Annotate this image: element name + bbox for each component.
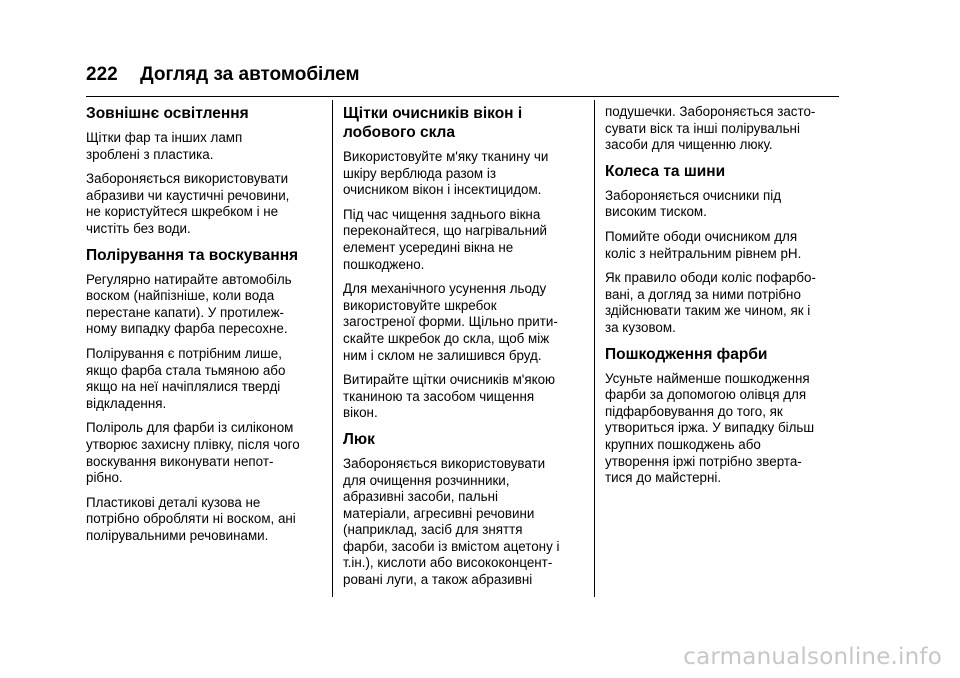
text-line: підфарбовування до того, як	[605, 403, 783, 419]
text-line: елемент усередині вікна не	[343, 239, 514, 255]
header-rule	[86, 96, 839, 97]
text-line: Забороняється очисники під	[605, 187, 782, 203]
section-heading	[86, 246, 326, 265]
text-line: скайте шкребок до скла, щоб між	[343, 330, 550, 346]
text-line: коліс з нейтральним рівнем pH.	[605, 245, 802, 261]
text-column-3	[605, 104, 845, 495]
text-line: Забороняється використовувати	[86, 171, 289, 187]
text-line: вікон.	[343, 405, 378, 421]
text-line: Як правило ободи коліс пофарбо-	[605, 270, 816, 286]
text-line: здійснювати таким же чином, як і	[605, 303, 811, 319]
text-line: т.ін.), кислоти або висококонцент-	[343, 555, 553, 571]
text-line: Регулярно натирайте автомобіль	[86, 271, 292, 287]
paragraph	[343, 372, 591, 422]
page-title: Догляд за автомобілем	[140, 64, 360, 85]
text-line: не користуйтеся шкребком і не	[86, 204, 279, 220]
text-column-2	[343, 104, 591, 597]
text-line: потрібно обробляти ні воском, ані	[86, 511, 296, 527]
paragraph	[86, 346, 326, 412]
text-line: перестане капати). У протилеж-	[86, 304, 285, 320]
text-line: якщо на неї начіплялися тверді	[86, 379, 281, 395]
text-line: Для механічного усунення льоду	[343, 281, 547, 297]
text-line: матеріали, агресивні речовини	[343, 505, 535, 521]
section-heading	[605, 345, 845, 364]
watermark: carmanualsonline.info	[683, 644, 942, 670]
text-line: Колеса та шини	[605, 162, 726, 180]
text-line: високим тиском.	[605, 204, 707, 220]
text-line: Зовнішнє освітлення	[86, 105, 249, 122]
text-line: Забороняється використовувати	[343, 455, 546, 471]
text-line: утвориться іржа. У випадку більш	[605, 420, 815, 436]
text-line: подушечки. Забороняється засто-	[605, 104, 816, 119]
text-line: Поліроль для фарби із силіконом	[86, 420, 294, 436]
text-line: Полірування та воскування	[86, 246, 299, 264]
text-line: загостреної форми. Щільно прити-	[343, 314, 558, 330]
text-line: Полірування є потрібним лише,	[86, 345, 282, 361]
text-line: засоби для чищенню люку.	[605, 137, 773, 153]
text-line: Пошкодження фарби	[605, 345, 768, 363]
text-line: Щітки фар та інших ламп	[86, 130, 243, 145]
section-heading	[343, 430, 591, 449]
paragraph	[343, 281, 591, 364]
text-line: утворення іржі потрібно зверта-	[605, 453, 802, 469]
text-line: Використовуйте м'яку тканину чи	[343, 149, 549, 164]
text-line: сувати віск та інші полірувальні	[605, 120, 800, 136]
text-line: очисником вікон і інсектицидом.	[343, 182, 542, 198]
paragraph	[605, 104, 845, 154]
text-line: утворює захисну плівку, після чого	[86, 436, 300, 452]
text-line: фарби за допомогою олівця для	[605, 387, 807, 403]
text-line: Під час чищення заднього вікна	[343, 206, 541, 222]
paragraph	[343, 456, 591, 589]
text-line: Усуньте найменше пошкодження	[605, 370, 810, 386]
text-line: рібно.	[86, 470, 123, 486]
text-line: Помийте ободи очисником для	[605, 228, 798, 244]
text-line: за кузовом.	[605, 319, 676, 335]
text-line: Щітки очисників вікон і	[343, 105, 523, 122]
text-line: Люк	[343, 430, 375, 448]
text-line: ровані луги, а також абразивні	[343, 572, 533, 588]
column-divider-2	[594, 100, 595, 597]
paragraph	[605, 229, 845, 262]
paragraph	[605, 270, 845, 336]
text-line: Витирайте щітки очисників м'якою	[343, 372, 556, 388]
text-line: полірувальними речовинами.	[86, 527, 269, 543]
paragraph	[86, 272, 326, 338]
text-line: Пластикові деталі кузова не	[86, 494, 261, 510]
text-line: вані, а догляд за ними потрібно	[605, 286, 801, 302]
paragraph	[86, 171, 326, 237]
text-line: переконайтеся, що нагрівальний	[343, 223, 547, 239]
text-line: тися до майстерні.	[605, 470, 722, 486]
text-line: шкіру верблюда разом із	[343, 165, 496, 181]
text-line: абразиви чи каустичні речовини,	[86, 187, 290, 203]
section-heading	[605, 162, 845, 181]
text-line: абразивні засоби, пальні	[343, 489, 499, 505]
text-line: відкладення.	[86, 395, 167, 411]
text-line: крупних пошкоджень або	[605, 436, 761, 452]
text-line: ному випадку фарба пересохне.	[86, 321, 288, 337]
page-header	[86, 64, 839, 86]
text-line: чистіть без води.	[86, 220, 191, 236]
paragraph	[605, 188, 845, 221]
text-line: лобового скла	[343, 124, 456, 141]
text-line: зроблені з пластика.	[86, 146, 214, 162]
text-line: воскування виконувати непот-	[86, 453, 274, 469]
text-line: якщо фарба стала тьмяною або	[86, 362, 286, 378]
text-line: пошкоджено.	[343, 256, 425, 272]
paragraph	[86, 495, 326, 545]
text-line: (наприклад, засіб для зняття	[343, 522, 523, 538]
paragraph	[605, 371, 845, 487]
paragraph	[343, 149, 591, 199]
text-line: фарби, засоби із вмістом ацетону і	[343, 538, 560, 554]
page-number: 222	[86, 64, 118, 85]
paragraph	[343, 207, 591, 273]
text-column-1	[86, 104, 326, 552]
text-line: ним і склом не залишився бруд.	[343, 347, 542, 363]
paragraph	[86, 130, 326, 163]
text-line: тканиною та засобом чищення	[343, 388, 535, 404]
text-line: воском (найпізніше, коли вода	[86, 288, 275, 304]
text-line: використовуйте шкребок	[343, 297, 497, 313]
paragraph	[86, 420, 326, 486]
text-line: для очищення розчинники,	[343, 472, 510, 488]
section-heading	[86, 104, 326, 123]
column-divider-1	[332, 100, 333, 597]
section-heading	[343, 104, 591, 142]
